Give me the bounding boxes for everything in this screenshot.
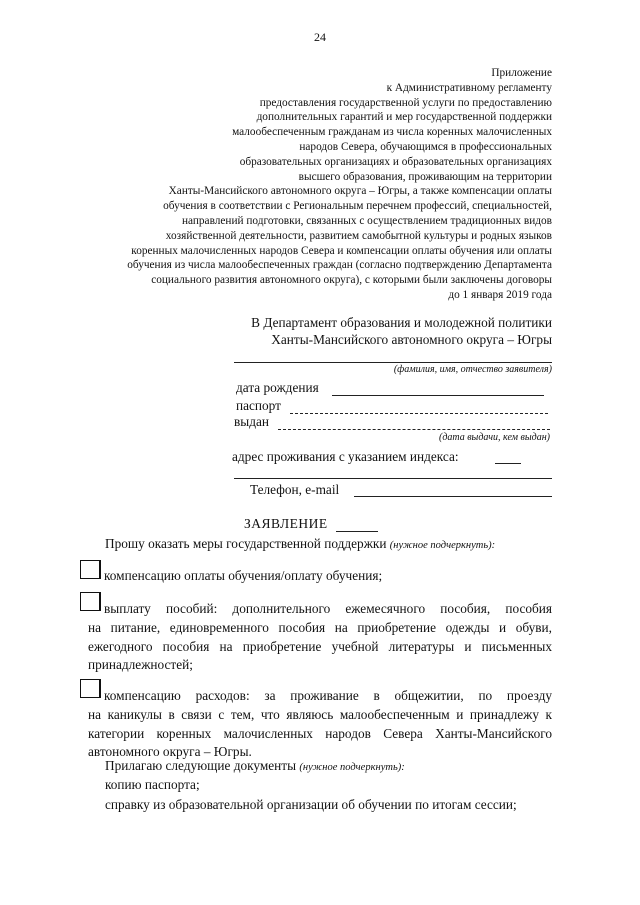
- request-note: (нужное подчеркнуть):: [389, 540, 496, 551]
- option1-checkbox[interactable]: [80, 560, 101, 579]
- address-index-field[interactable]: [495, 463, 521, 464]
- appendix-line: малообеспеченным гражданам из числа коренных малочисленных: [232, 126, 552, 139]
- appendix-line: высшего образования, проживающим на территории: [298, 170, 552, 183]
- passport-field[interactable]: [290, 413, 548, 414]
- appendix-line: предоставления государственной услуги по предоставлению: [259, 96, 552, 109]
- recipient-line-2: Ханты-Мансийского автономного округа – Югры: [271, 332, 552, 347]
- issued-field[interactable]: [278, 429, 550, 430]
- appendix-line: коренных малочисленных народов Севера и компенсации оплаты обучения или оплаты: [131, 244, 552, 257]
- appendix-line: народов Севера, обучающимся в профессиональных: [299, 140, 552, 153]
- option2-rest: на питание, единовременного пособия на приобретение одежды и обуви, ежегодного пособия на приобретение учебной литературы и письменных принадлежностей;: [88, 620, 552, 672]
- appendix-line: социального развития автономного округа), с которыми были заключены договоры: [151, 274, 552, 287]
- issued-caption: (дата выдачи, кем выдан): [438, 432, 550, 443]
- address-label: адрес проживания с указанием индекса:: [232, 449, 459, 464]
- address-field[interactable]: [234, 478, 552, 479]
- page-number: 24: [314, 30, 326, 44]
- statement-title: ЗАЯВЛЕНИЕ: [244, 516, 328, 531]
- attach-text: Прилагаю следующие документы: [105, 758, 297, 773]
- applicant-name-field[interactable]: [234, 362, 552, 363]
- issued-label: выдан: [234, 414, 269, 429]
- appendix-line: Ханты-Мансийского автономного округа – Югры, а также компенсации оплаты: [168, 185, 552, 198]
- doc1-item: копию паспорта;: [105, 777, 200, 792]
- appendix-line: обучения из числа малообеспеченных граждан (согласно подтверждению Департамента: [127, 259, 552, 272]
- attach-note: (нужное подчеркнуть):: [299, 762, 405, 773]
- appendix-header: [82, 66, 552, 303]
- doc2-item: справку из образовательной организации об обучении по итогам сессии;: [105, 797, 517, 812]
- statement-number-field[interactable]: [336, 531, 378, 532]
- appendix-line: образовательных организациях и образовательных организациях: [239, 155, 552, 168]
- appendix-line: Приложение: [491, 67, 552, 79]
- option3-first-line: компенсацию расходов: за проживание в общежитии, по проезду: [104, 688, 552, 703]
- passport-label: паспорт: [236, 398, 281, 413]
- appendix-line: к Административному регламенту: [386, 81, 552, 94]
- option3-checkbox[interactable]: [80, 679, 101, 698]
- appendix-line: обучения в соответствии с Региональным перечнем профессий, специальностей,: [163, 200, 552, 213]
- recipient-block: [251, 314, 552, 348]
- attach-paragraph: [88, 757, 552, 778]
- applicant-name-caption: (фамилия, имя, отчество заявителя): [393, 364, 552, 375]
- birth-date-field[interactable]: [332, 395, 544, 396]
- request-paragraph: [88, 535, 552, 556]
- option1-text: компенсацию оплаты обучения/оплату обучения;: [104, 568, 383, 583]
- appendix-line: направлений подготовки, связанных с осуществлением традиционных видов: [181, 214, 552, 227]
- appendix-line: хозяйственной деятельности, развитием самобытной культуры и родных языков: [165, 229, 552, 242]
- phone-field[interactable]: [354, 496, 552, 497]
- option2-checkbox[interactable]: [80, 592, 101, 611]
- recipient-line-1: В Департамент образования и молодежной политики: [251, 315, 552, 330]
- phone-label: Телефон, e-mail: [250, 482, 340, 497]
- appendix-line: дополнительных гарантий и мер государственной поддержки: [256, 111, 552, 124]
- request-text: Прошу оказать меры государственной поддержки: [105, 536, 387, 551]
- appendix-line: до 1 января 2019 года: [448, 288, 552, 301]
- birth-date-label: дата рождения: [236, 380, 319, 395]
- option2-first-line: выплату пособий: дополнительного ежемесячного пособия, пособия: [104, 601, 552, 616]
- option3-rest: на каникулы в связи с тем, что являюсь малообеспеченным и принадлежу к категории коренных малочисленных народов Севера Ханты-Мансийского автономного округа – Югры.: [88, 707, 552, 759]
